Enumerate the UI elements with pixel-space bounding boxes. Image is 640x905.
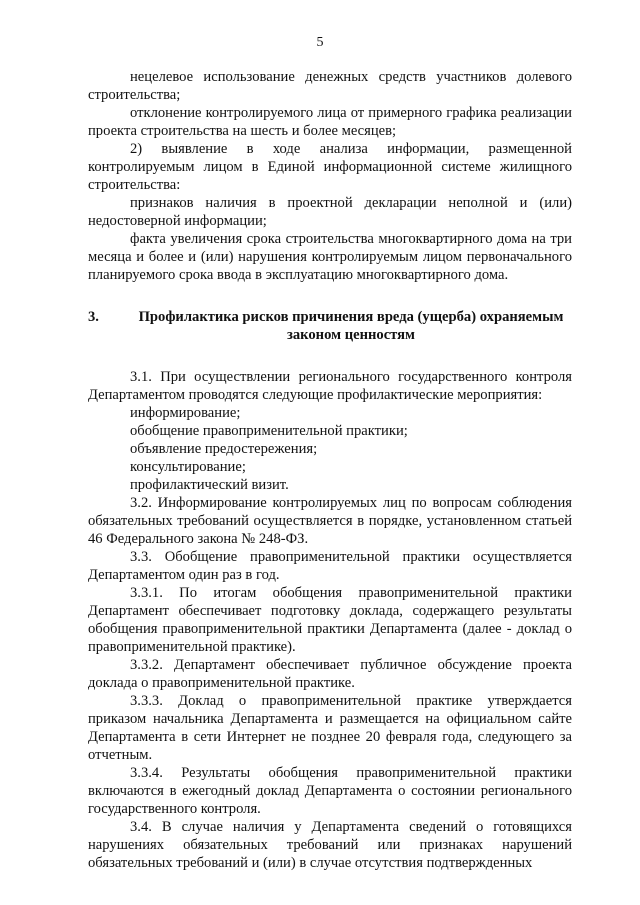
paragraph-3-3-1: 3.3.1. По итогам обобщения правоприменительной практики Департамент обеспечивает подготовку доклада, содержащего результаты обобщения правоприменительной практики Департамента (далее - доклад о правоприменительной практике). xyxy=(88,585,572,655)
section-heading xyxy=(88,308,572,344)
section-number: 3. xyxy=(88,309,99,325)
list-item: 2) выявление в ходе анализа информации, размещенной контролируемым лицом в Единой информационной системе жилищного строительства: xyxy=(88,141,572,193)
list-item: отклонение контролируемого лица от примерного графика реализации проекта строительства на шесть и более месяцев; xyxy=(88,105,572,139)
measure-item: консультирование; xyxy=(130,459,246,475)
paragraph-3-4: 3.4. В случае наличия у Департамента сведений о готовящихся нарушениях обязательных требований или признаках нарушений обязательных требований и (или) в случае отсутствия подтвержденных xyxy=(88,819,572,871)
paragraph-3-2: 3.2. Информирование контролируемых лиц по вопросам соблюдения обязательных требований осуществляется в порядке, установленном статьей 46 Федерального закона № 248-ФЗ. xyxy=(88,495,572,547)
measure-item: профилактический визит. xyxy=(130,477,289,493)
paragraph-3-3-3: 3.3.3. Доклад о правоприменительной практике утверждается приказом начальника Департамента и размещается на официальном сайте Департамента в сети Интернет не позднее 20 февраля года, следующего за отчетным. xyxy=(88,693,572,763)
paragraph-3-3-4: 3.3.4. Результаты обобщения правоприменительной практики включаются в ежегодный доклад Департамента о состоянии регионального государственного контроля. xyxy=(88,765,572,817)
paragraph-3-3: 3.3. Обобщение правоприменительной практики осуществляется Департаментом один раз в год. xyxy=(88,549,572,583)
list-item: признаков наличия в проектной декларации неполной и (или) недостоверной информации; xyxy=(88,195,572,229)
page-number: 5 xyxy=(316,35,324,50)
measure-item: информирование; xyxy=(130,405,241,421)
list-item: факта увеличения срока строительства многоквартирного дома на три месяца и более и (или) нарушения контролируемым лицом первоначального планируемого срока ввода в эксплуатацию многоквартирного дома. xyxy=(88,231,572,283)
list-item: нецелевое использование денежных средств участников долевого строительства; xyxy=(88,69,572,103)
measure-item: обобщение правоприменительной практики; xyxy=(130,423,408,439)
document-body xyxy=(88,68,572,872)
paragraph-3-3-2: 3.3.2. Департамент обеспечивает публичное обсуждение проекта доклада о правоприменительной практике. xyxy=(88,657,572,691)
measure-item: объявление предостережения; xyxy=(130,441,318,457)
section-title: Профилактика рисков причинения вреда (ущерба) охраняемым законом ценностям xyxy=(138,309,564,343)
paragraph-3-1: 3.1. При осуществлении регионального государственного контроля Департаментом проводятся следующие профилактические мероприятия: xyxy=(88,369,572,403)
